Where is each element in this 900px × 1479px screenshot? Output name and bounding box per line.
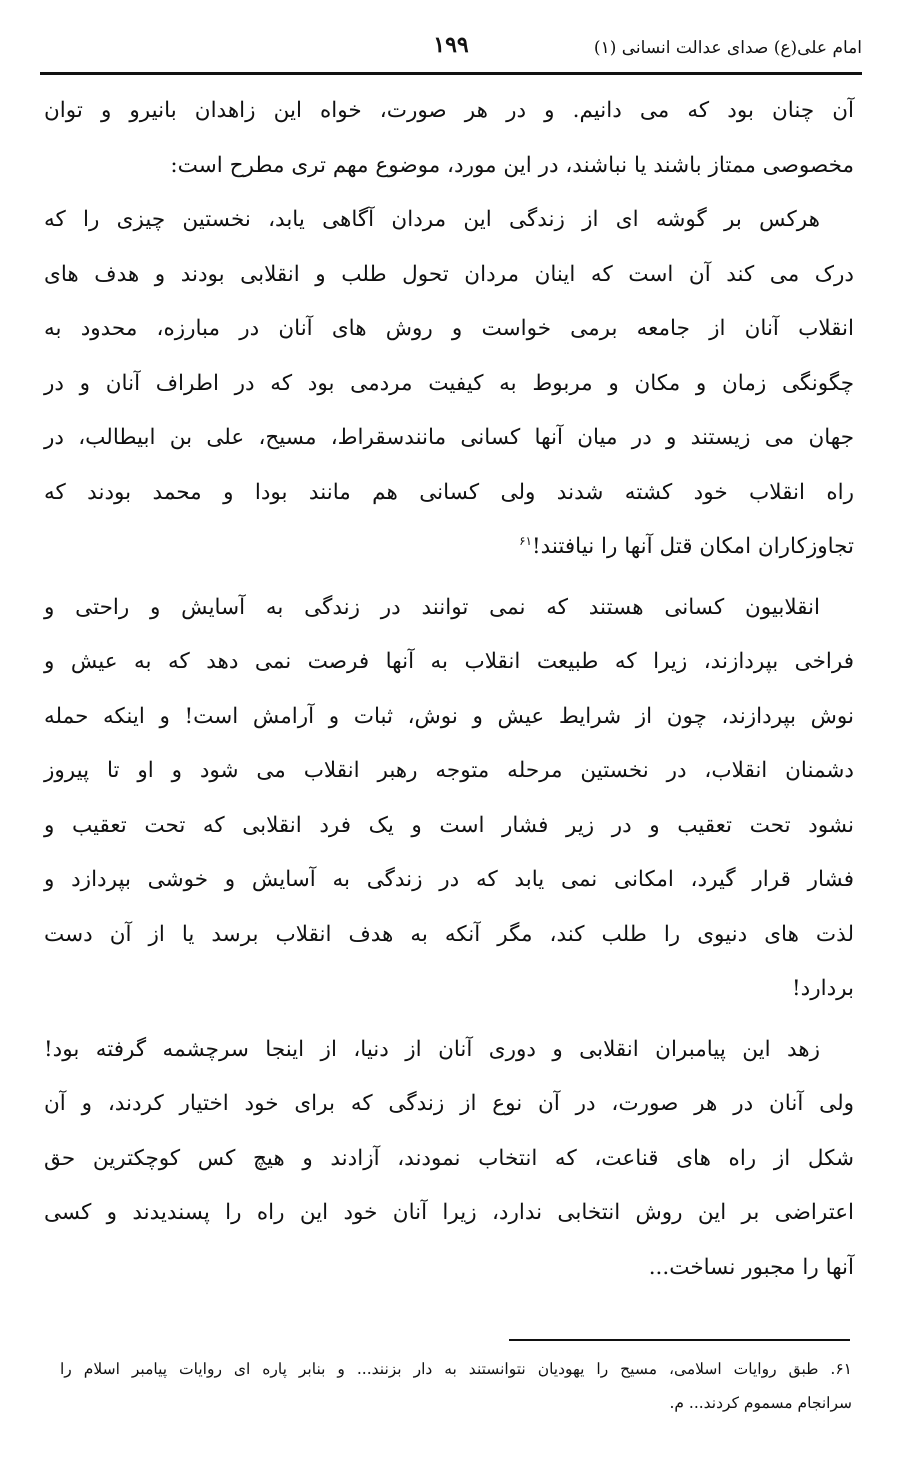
text-line: دشمنان انقلاب، در نخستین مرحله متوجه رهبر انقلاب می شود و او تا پیروز [44,758,854,783]
paragraph-1 [44,84,854,193]
text-line: انقلاب آنان از جامعه برمی خواست و روش های آنان در مبارزه، محدود به [44,316,854,341]
text-line: جهان می زیستند و در میان آنها کسانی مانندسقراط، مسیح، علی بن ابیطالب، در [44,425,854,450]
text-line: زهد این پیامبران انقلابی و دوری آنان از دنیا، از اینجا سرچشمه گرفته بود! [44,1036,820,1062]
text-line: فراخی بپردازند، زیرا که طبیعت انقلاب به آنها فرصت نمی دهد که به عیش و [44,649,854,674]
text-line: شکل از راه های قناعت، که انتخاب نمودند، آزادند و هیچ کس کوچکترین حق [44,1145,854,1171]
footnote-rule [509,1339,850,1341]
footnote-line: ۶۱. طبق روایات اسلامی، مسیح را یهودیان نتوانستند به دار بزنند... و بنابر پاره ای روایات پیامبر اسلام را [60,1360,852,1378]
running-title: امام علی(ع) صدای عدالت انسانی (۱) [593,38,862,58]
text-line: هرکس بر گوشه ای از زندگی این مردان آگاهی یابد، نخستین چیزی را که [44,207,820,232]
text-line: فشار قرار گیرد، امکانی نمی یابد که در زندگی به آسایش و خوشی بپردازد و [44,867,854,892]
paragraph-3 [44,581,854,1017]
page-number: ۱۹۹ [433,32,469,58]
text-line: نوش بپردازند، چون از شرایط عیش و نوش، ثبات و آرامش است! و اینکه حمله [44,703,854,729]
text-line: مخصوصی ممتاز باشند یا نباشند، در این مورد، موضوع مهم تری مطرح است: [170,152,854,178]
text-line: چگونگی زمان و مکان و مربوط به کیفیت مردمی بود که در اطراف آنان و در [44,370,854,396]
header-rule [40,72,862,75]
text-line: بردارد! [792,976,854,1001]
paragraph-2 [44,193,854,575]
text-line: تجاوزکاران امکان قتل آنها را نیافتند!$^{۶۱}$ [519,533,854,559]
text-line: اعتراضی بر این روش انتخابی ندارد، زیرا آنان خود این راه را پسندیدند و کسی [44,1200,854,1225]
text-line: آن چنان بود که می دانیم. و در هر صورت، خواه این زاهدان بانیرو و توان [44,98,854,123]
text-line: انقلابیون کسانی هستند که نمی توانند در زندگی به آسایش و راحتی و [44,594,820,620]
text-line: ولی آنان در هر صورت، در آن نوع از زندگی که برای خود اختیار کردند، و آن [44,1091,854,1116]
text-line: راه انقلاب خود کشته شدند ولی کسانی هم مانند بودا و محمد بودند که [44,479,854,505]
paragraph-4 [44,1023,854,1296]
footnote-reference[interactable]: ۶۱ [519,533,532,548]
body-text [44,84,854,1295]
page-header [40,30,862,70]
footnote-line: سرانجام مسموم کردند... م. [669,1394,852,1412]
footnote [60,1352,852,1420]
text-line: آنها را مجبور نساخت... [648,1254,854,1280]
text-line: نشود تحت تعقیب و در زیر فشار است و یک فرد انقلابی که تحت تعقیب و [44,812,854,838]
text-line: درک می کند آن است که اینان مردان تحول طلب و انقلابی بودند و هدف های [44,261,854,287]
text-line: لذت های دنیوی را طلب کند، مگر آنکه به هدف انقلاب برسد یا از آن دست [44,921,854,947]
